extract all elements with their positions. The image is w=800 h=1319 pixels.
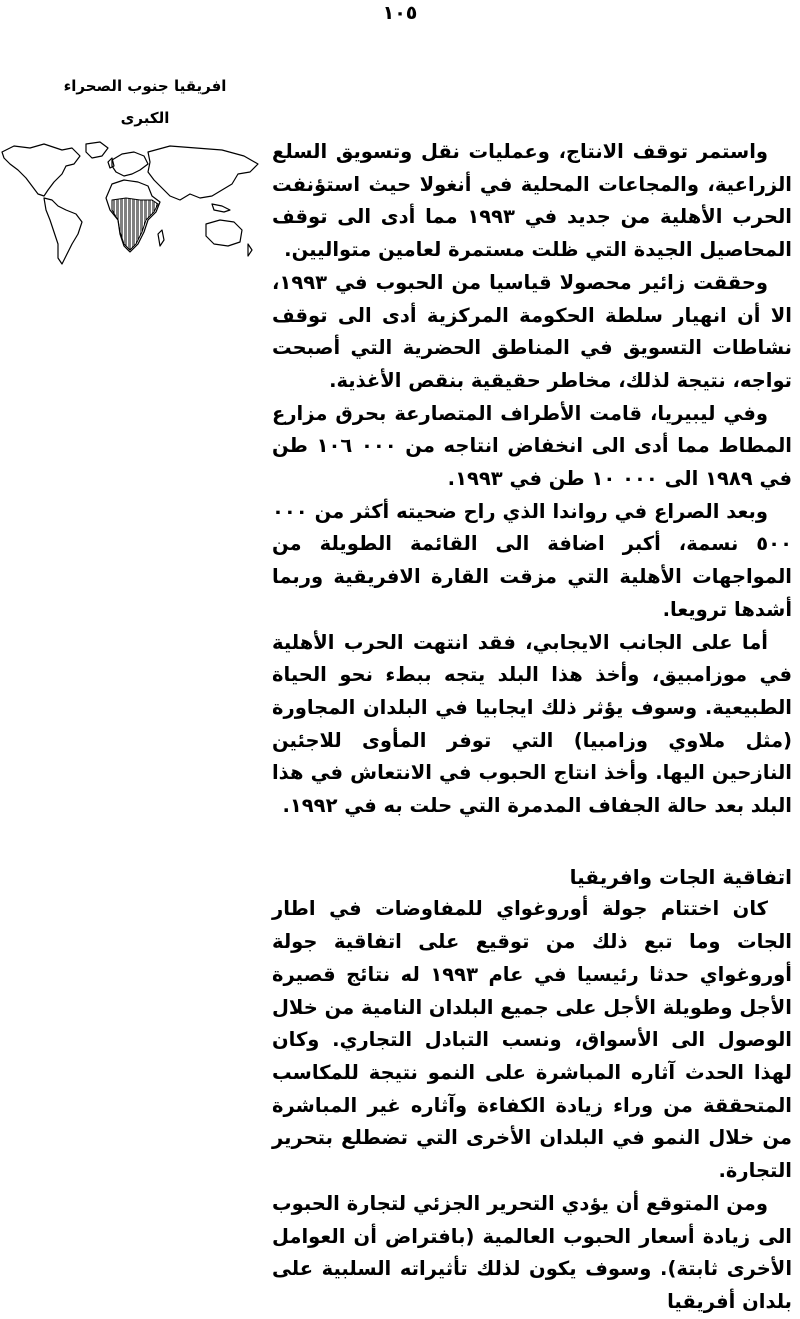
sidebar-caption-line2: الكبرى: [120, 109, 170, 127]
page-number: ١٠٥: [382, 2, 418, 24]
paragraph-grain-prices: ومن المتوقع أن يؤدي التحرير الجزئي لتجارة الحبوب الى زيادة أسعار الحبوب العالمية (بافتراض أن العوامل الأخرى ثابتة). وسوف يكون لذلك تأثيراته السلبية على بلدان أفريقيا: [272, 1191, 792, 1313]
paragraph-uruguay-round: كان اختتام جولة أوروغواي للمفاوضات في اطار الجات وما تبع ذلك من توقيع على اتفاقية جولة أوروغواي حدثا رئيسيا في عام ١٩٩٣ له نتائج قصيرة الأجل وطويلة الأجل على جميع البلدان النامية من خلال الوصول الى الأسواق، ونسب التبادل التجاري. وكان لهذا الحدث آثاره المباشرة على النمو نتيجة للمكاسب المتحققة من وراء زيادة الكفاءة وآثاره غير المباشرة من خلال النمو في البلدان الأخرى التي تضطلع بتحرير التجارة.: [272, 897, 792, 1183]
paragraph-mozambique: أما على الجانب الايجابي، فقد انتهت الحرب الأهلية في موزامبيق، وأخذ هذا البلد يتجه ببطء نحو الحياة الطبيعية. وسوف يؤثر ذلك ايجابيا في البلدان المجاورة (مثل ملاوي وزامبيا) التي توفر المأوى للاجئين النازحين اليها. وأخذ انتاج الحبوب في الانتعاش في هذا البلد بعد حالة الجفاف المدمرة التي حلت به في ١٩٩٢.: [272, 630, 792, 818]
paragraph-rwanda: وبعد الصراع في رواندا الذي راح ضحيته أكثر من ٠٠٠ ٥٠٠ نسمة، أكبر اضافة الى القائمة الطويلة من المواجهات الأهلية التي مزقت القارة الافريقية وربما أشدها ترويعا.: [272, 499, 792, 621]
paragraph-angola: واستمر توقف الانتاج، وعمليات نقل وتسويق السلع الزراعية، والمجاعات المحلية في أنغولا حيث استؤنفت الحرب الأهلية من جديد في ١٩٩٣ مما أدى الى توقف المحاصيل الجيدة التي ظلت مستمرة لعامين متواليين.: [272, 140, 792, 262]
sidebar-caption-line1: افريقيا جنوب الصحراء: [63, 77, 227, 95]
paragraph-zaire: وحققت زائير محصولا قياسيا من الحبوب في ١٩٩٣، الا أن انهيار سلطة الحكومة المركزية أدى الى توقف نشاطات التسويق في المناطق الحضرية التي أصبحت تواجه، نتيجة لذلك، مخاطر حقيقية بنقص الأغذية.: [272, 270, 792, 392]
article-body: [272, 136, 792, 1319]
section-heading: اتفاقية الجات وافريقيا: [569, 864, 792, 889]
world-map-icon: [0, 140, 262, 270]
paragraph-liberia: وفي ليبيريا، قامت الأطراف المتصارعة بحرق مزارع المطاط مما أدى الى انخفاض انتاجه من ٠٠٠ ١٠٦ طن في ١٩٨٩ الى ٠٠٠ ١٠ طن في ١٩٩٣.: [272, 401, 792, 491]
sidebar-caption: [40, 70, 250, 134]
